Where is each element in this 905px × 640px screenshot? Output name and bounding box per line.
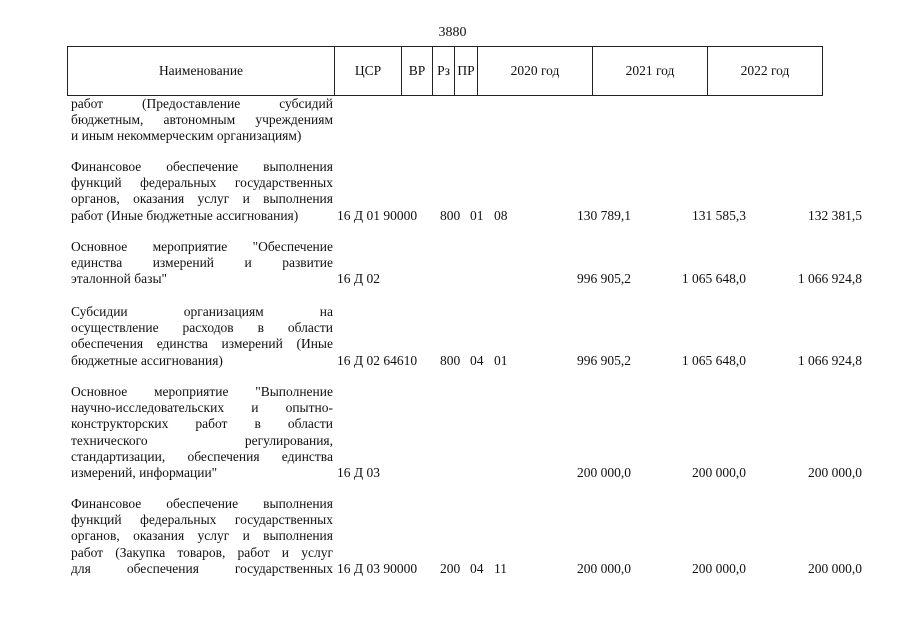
header-csr: ЦСР	[334, 46, 402, 96]
cell-csr: 16 Д 02 64610	[337, 352, 418, 368]
cell-pr: 11	[494, 560, 507, 576]
header-2022: 2022 год	[707, 46, 823, 96]
row-name	[71, 239, 333, 288]
row-name-line: Финансовое обеспечение выполнения	[71, 159, 333, 174]
page-number: 3880	[438, 25, 467, 40]
cell-2021: 1 065 648,0	[681, 352, 746, 368]
row-name	[71, 304, 333, 369]
cell-vr: 200	[440, 560, 461, 576]
cell-rz: 04	[470, 560, 484, 576]
header-name: Наименование	[67, 46, 335, 96]
cell-2022: 1 066 924,8	[797, 352, 862, 368]
cell-vr: 800	[440, 352, 461, 368]
cell-2021: 1 065 648,0	[681, 271, 746, 287]
row-name-line: работ (Предоставление субсидий	[71, 96, 333, 111]
cell-rz: 04	[470, 352, 484, 368]
row-name-line: единства измерений и развитие	[71, 255, 333, 271]
row-name-line: для обеспечения государственных	[71, 560, 333, 576]
row-name-line: Основное мероприятие "Выполнение	[71, 384, 333, 399]
cell-vr: 800	[440, 207, 461, 223]
row-name-line: обеспечения единства измерений (Иные	[71, 336, 333, 352]
cell-2021: 200 000,0	[692, 465, 746, 480]
cell-csr: 16 Д 02	[337, 271, 380, 287]
table-header	[67, 46, 859, 96]
row-name-line: работ (Закупка товаров, работ и услуг	[71, 544, 333, 560]
cell-csr: 16 Д 03	[337, 465, 380, 480]
row-name-line: научно-исследовательских и опытно-	[71, 400, 333, 416]
cell-2020: 996 905,2	[577, 271, 631, 287]
cell-csr: 16 Д 01 90000	[337, 207, 418, 223]
cell-2022: 200 000,0	[808, 560, 862, 576]
row-name-line: функций федеральных государственных	[71, 175, 333, 191]
cell-2022: 1 066 924,8	[797, 271, 862, 287]
row-name-line: осуществление расходов в области	[71, 320, 333, 336]
row-name-line: измерений, информации"	[71, 464, 218, 480]
cell-2021: 200 000,0	[692, 560, 746, 576]
cell-2022: 132 381,5	[808, 207, 862, 223]
row-name-line: органов, оказания услуг и выполнения	[71, 528, 333, 544]
row-name-line: конструкторских работ в области	[71, 416, 333, 432]
row-name-line: стандартизации, обеспечения единства	[71, 448, 333, 464]
cell-2020: 200 000,0	[577, 465, 631, 480]
row-name-line: Финансовое обеспечение выполнения	[71, 496, 333, 511]
row-name-line: и иным некоммерческим организациям)	[71, 128, 302, 144]
row-name-line: бюджетные ассигнования)	[71, 352, 223, 368]
row-name	[71, 96, 333, 145]
header-2021: 2021 год	[592, 46, 708, 96]
row-name-line: эталонной базы"	[71, 271, 168, 287]
cell-2020: 996 905,2	[577, 352, 631, 368]
row-name-line: органов, оказания услуг и выполнения	[71, 191, 333, 207]
row-name	[71, 496, 333, 577]
row-name	[71, 159, 333, 224]
header-rz: Рз	[432, 46, 455, 96]
header-pr: ПР	[454, 46, 478, 96]
cell-2020: 130 789,1	[577, 207, 631, 223]
row-name-line: работ (Иные бюджетные ассигнования)	[71, 207, 299, 223]
cell-rz: 01	[470, 207, 484, 223]
cell-csr: 16 Д 03 90000	[337, 560, 418, 576]
row-name	[71, 384, 333, 481]
row-name-line: функций федеральных государственных	[71, 512, 333, 528]
cell-2020: 200 000,0	[577, 560, 631, 576]
cell-pr: 08	[494, 207, 508, 223]
header-vr: ВР	[401, 46, 433, 96]
row-name-line: бюджетным, автономным учреждениям	[71, 112, 333, 128]
header-2020: 2020 год	[477, 46, 593, 96]
row-name-line: Основное мероприятие "Обеспечение	[71, 239, 333, 254]
row-name-line: Субсидии организациям на	[71, 304, 333, 319]
cell-2022: 200 000,0	[808, 465, 862, 480]
row-name-line: технического регулирования,	[71, 432, 333, 448]
cell-pr: 01	[494, 352, 508, 368]
cell-2021: 131 585,3	[692, 207, 746, 223]
